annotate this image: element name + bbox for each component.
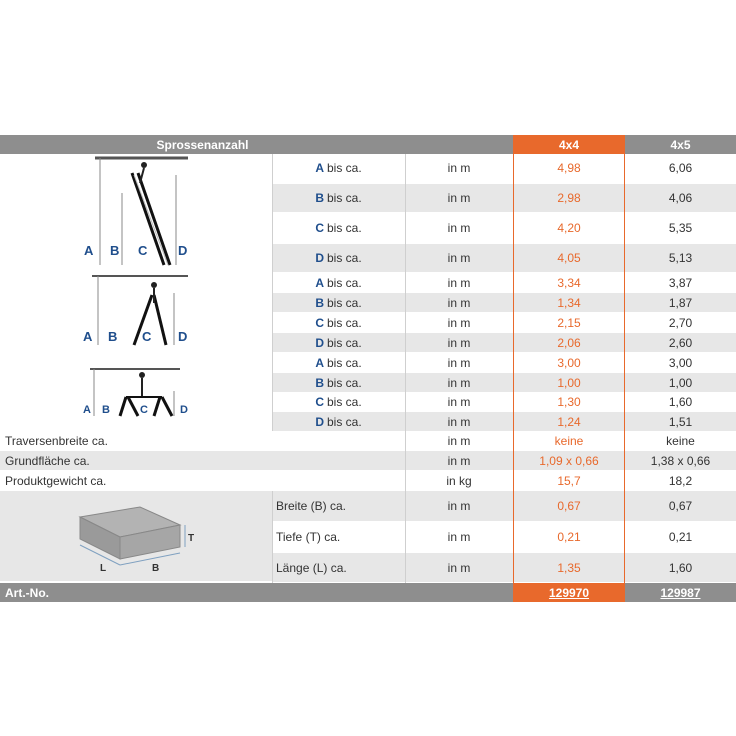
dim-letter: B [315, 191, 324, 205]
label-d: D [178, 329, 188, 344]
label-t: T [188, 533, 195, 544]
dim-letter: D [315, 251, 324, 265]
divider [272, 491, 273, 583]
ladder-leg [154, 295, 166, 345]
art-no-4x5[interactable]: 129987 [660, 585, 701, 600]
label-b: B [152, 563, 160, 574]
table-row: D bis ca. in m 1,24 1,51 [272, 412, 736, 431]
person-head [141, 162, 147, 168]
table-row: Breite (B) ca. in m 0,67 0,67 [0, 491, 736, 521]
table-row: C bis ca. in m 2,15 2,70 [315, 315, 693, 330]
header-sprossen: Sprossenanzahl [156, 137, 249, 152]
dim-letter: B [315, 375, 324, 390]
divider [272, 154, 273, 431]
dim-letter: D [315, 335, 324, 350]
ladder-leg [154, 397, 160, 416]
ladder-a-frame-illustration [80, 273, 200, 351]
table-row: B bis ca. in m 1,00 1,00 [272, 373, 736, 392]
art-no-4x4[interactable]: 129970 [513, 583, 625, 602]
header-row [0, 135, 736, 154]
label-a: A [83, 404, 91, 416]
footer-row [0, 583, 736, 602]
ladder-leg [162, 397, 172, 416]
ladder-leg [128, 397, 138, 416]
ladder-rail [132, 173, 164, 265]
table-row: Produktgewicht ca. in kg 15,7 18,2 [5, 473, 693, 488]
dim-letter: D [315, 414, 324, 429]
label-c: C [138, 243, 148, 258]
header-col-4x5: 4x5 [670, 137, 691, 152]
package-box-illustration [70, 497, 200, 577]
table-row: A bis ca. in m 3,34 3,87 [315, 275, 693, 290]
table-row: B bis ca. in m 1,34 1,87 [272, 293, 736, 312]
table-row: Grundfläche ca. in m 1,09 x 0,66 1,38 x 0,66 [0, 451, 736, 470]
dim-letter: A [315, 355, 324, 370]
label-c: C [142, 329, 152, 344]
table-row: A bis ca. in m 4,98 6,06 [315, 161, 693, 175]
table-row: C bis ca. in m 1,30 1,60 [315, 394, 693, 409]
dim-letter: A [315, 161, 324, 175]
dim-letter: C [315, 315, 324, 330]
label-b: B [108, 329, 118, 344]
ladder-lean-illustration [80, 155, 200, 267]
label-a: A [84, 243, 94, 258]
label-c: C [140, 404, 148, 416]
label-d: D [180, 404, 188, 416]
label-b: B [102, 404, 110, 416]
table-row: D bis ca. in m 2,06 2,60 [272, 333, 736, 352]
dim-letter: C [315, 394, 324, 409]
label-a: A [83, 329, 93, 344]
table-row: Länge (L) ca. in m 1,35 1,60 [272, 553, 736, 582]
table-row: B bis ca. in m 2,98 4,06 [272, 184, 736, 212]
table-row: C bis ca. in m 4,20 5,35 [315, 221, 693, 235]
label-b: B [110, 243, 120, 258]
dim-letter: A [315, 275, 324, 290]
label-d: D [178, 243, 188, 258]
divider [405, 154, 406, 583]
ladder-platform-illustration [80, 361, 200, 421]
person-head [139, 372, 145, 378]
table-row: Traversenbreite ca. in m keine keine [5, 433, 695, 448]
header-col-4x4: 4x4 [513, 135, 625, 154]
table-row: A bis ca. in m 3,00 3,00 [315, 355, 693, 370]
person-head [151, 282, 157, 288]
label-l: L [100, 563, 107, 574]
dim-letter: C [315, 221, 324, 235]
spec-table [0, 135, 736, 602]
ladder-leg [120, 397, 126, 416]
dim-letter: B [315, 295, 324, 310]
table-row: D bis ca. in m 4,05 5,13 [272, 244, 736, 272]
art-no-label: Art.-No. [5, 585, 49, 600]
table-row: Tiefe (T) ca. in m 0,21 0,21 [276, 530, 693, 544]
